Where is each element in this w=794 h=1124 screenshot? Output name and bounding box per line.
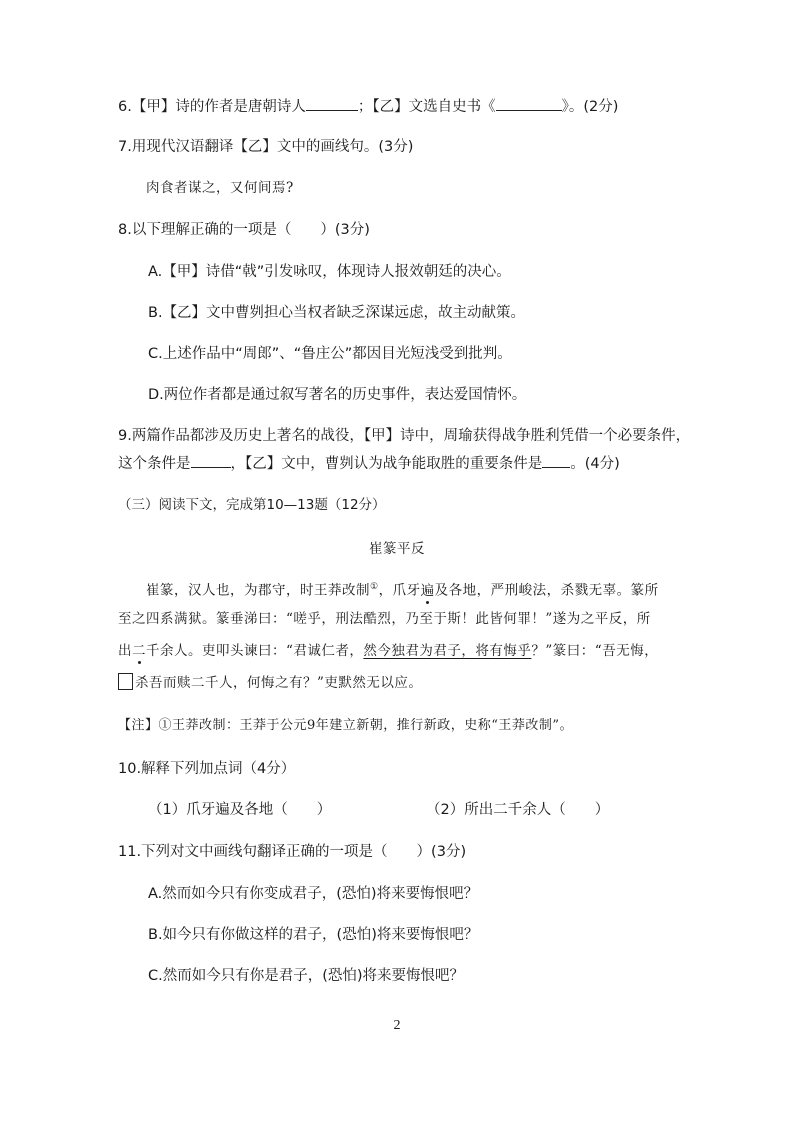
q6-text-a: 6.【甲】诗的作者是唐朝诗人	[118, 99, 306, 115]
question-6	[118, 95, 618, 117]
passage-line-1	[146, 577, 659, 601]
passage-text: 杀吾而赎二千人，何悔之有？”吏默然无以应。	[135, 675, 423, 691]
passage-text: ，爪牙	[378, 582, 421, 599]
q8-option-b: B.【乙】文中曹刿担心当权者缺乏深谋远虑，故主动献策。	[148, 305, 526, 321]
passage-text: ？”篆曰：“吾无悔，	[531, 643, 659, 659]
passage-text: 出	[118, 643, 132, 659]
passage-line-2: 至之四系满狱。篆垂涕曰：“嗟乎，刑法酷烈，乃至于斯！此皆何罪！”遂为之平反，所	[118, 611, 651, 627]
q7-sentence: 肉食者谋之，又何间焉?	[146, 180, 294, 196]
question-9-line2	[118, 452, 620, 474]
question-11: 11.下列对文中画线句翻译正确的一项是（ ）(3分)	[118, 844, 467, 860]
section-3-heading: （三）阅读下文，完成第10—13题（12分）	[118, 497, 386, 513]
question-7: 7.用现代汉语翻译【乙】文中的画线句。(3分)	[118, 139, 414, 155]
passage-line-3	[118, 641, 658, 661]
q6-blank-book[interactable]	[496, 95, 562, 111]
dotted-word: 二	[132, 643, 146, 659]
q8-option-c: C.上述作品中“周郎”、“鲁庄公”都因目光短浅受到批判。	[148, 346, 512, 362]
question-9-line1: 9.两篇作品都涉及历史上著名的战役，【甲】诗中，周瑜获得战争胜利凭借一个必要条件，	[118, 428, 691, 444]
q6-blank-poet[interactable]	[306, 95, 358, 111]
q11-option-a: A.然而如今只有你变成君子，(恐怕)将来要悔恨吧？	[148, 886, 479, 902]
question-10: 10.解释下列加点词（4分）	[118, 761, 296, 777]
blank-box	[118, 673, 133, 690]
underlined-sentence: 然今独君为君子，将有悔乎	[363, 643, 532, 659]
q9-text-b: ，【乙】文中，曹刿认为战争能取胜的重要条件是	[230, 456, 543, 472]
q10-item-2: （2）所出二千余人（ ）	[426, 802, 610, 818]
q10-item-1: （1）爪牙遍及各地（ ）	[148, 802, 332, 818]
q6-text-c: 》。(2分)	[561, 99, 619, 115]
q9-blank-2[interactable]	[542, 452, 570, 468]
q6-text-b: ；【乙】文选自史书《	[357, 99, 496, 115]
q9-text-a: 这个条件是	[118, 456, 191, 472]
footnote-marker: ①	[370, 582, 379, 592]
passage-text: 千余人。吏叩头谏曰：“君诚仁者，	[146, 643, 364, 659]
q8-option-a: A.【甲】诗借“戟”引发咏叹，体现诗人报效朝廷的决心。	[148, 264, 511, 280]
q9-text-c: 。(4分)	[570, 456, 620, 472]
q9-blank-1[interactable]	[191, 452, 231, 468]
passage-title: 崔篆平反	[369, 541, 425, 557]
page-number: 2	[393, 1018, 401, 1033]
question-8: 8.以下理解正确的一项是（ ）(3分)	[118, 222, 370, 238]
passage-text: 及各地，严刑峻法，杀戮无辜。篆所	[434, 582, 659, 599]
q8-option-d: D.两位作者都是通过叙写著名的历史事件，表达爱国情怀。	[148, 387, 527, 403]
footnote: 【注】①王莽改制：王莽于公元9年建立新朝，推行新政，史称“王莽改制”。	[118, 718, 574, 733]
q11-option-b: B.如今只有你做这样的君子，(恐怕)将来要悔恨吧？	[148, 927, 479, 943]
passage-text: 崔篆，汉人也，为郡守，时王莽改制	[146, 582, 370, 599]
dotted-word: 遍	[420, 582, 435, 599]
passage-line-4	[118, 673, 422, 693]
q11-option-c: C.然而如今只有你是君子，(恐怕)将来要悔恨吧？	[148, 968, 465, 984]
